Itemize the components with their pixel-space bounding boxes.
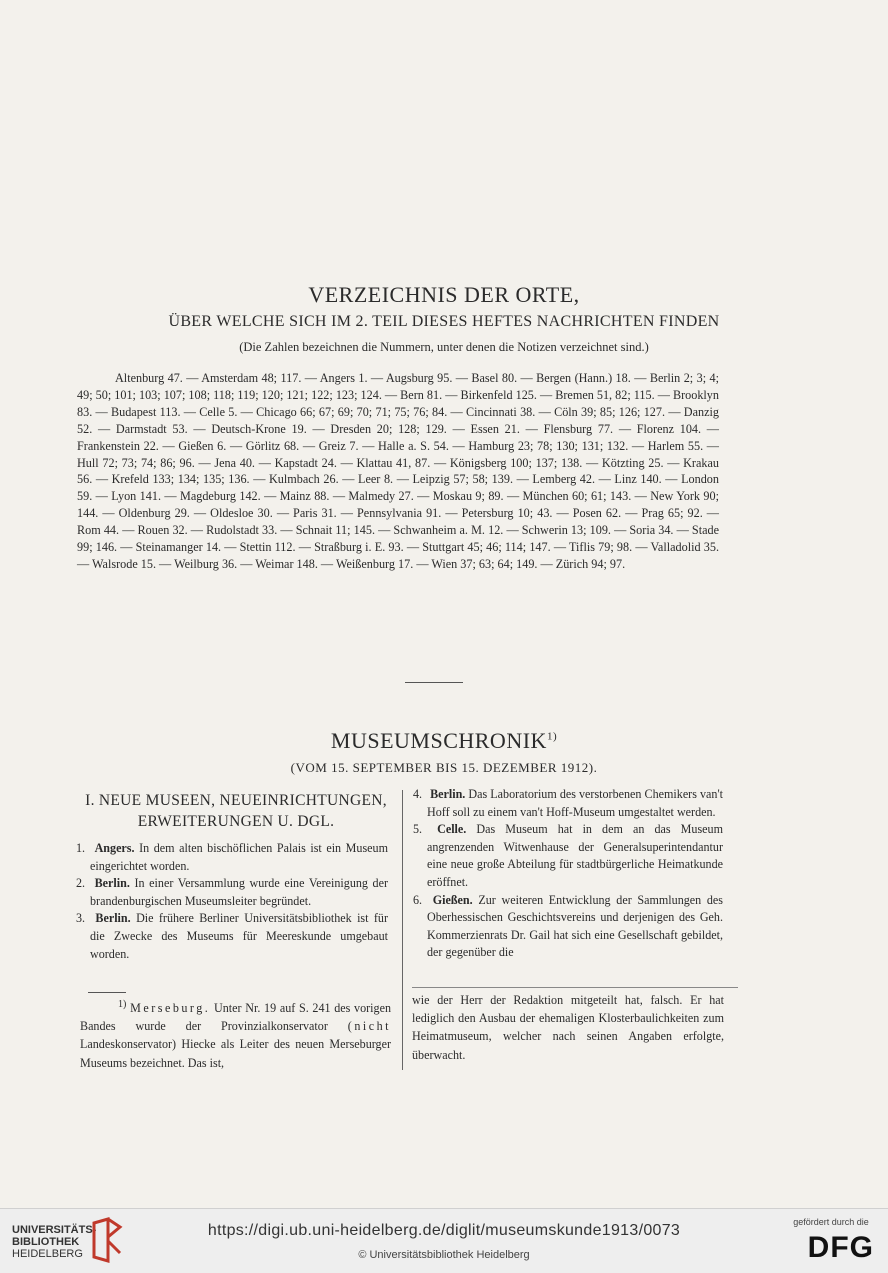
entry-place: Angers. xyxy=(94,841,135,855)
column-divider xyxy=(402,790,403,1070)
footnote-text: Unter Nr. 19 auf S. 241 des vorigen Bandes wurde der Provinzialkonservator xyxy=(80,1001,392,1034)
permalink-url[interactable]: https://digi.ub.uni-heidelberg.de/diglit/museumskunde1913/0073 xyxy=(207,1222,681,1239)
entry-number: 3. xyxy=(76,911,86,926)
entry-2 xyxy=(76,875,388,910)
footnote-marker: 1) xyxy=(118,999,127,1010)
entry-place: Gießen. xyxy=(432,892,473,907)
entry-1 xyxy=(76,840,388,875)
entry-place: Berlin. xyxy=(95,911,131,926)
entry-3 xyxy=(76,910,388,963)
entry-text: In dem alten bischöflichen Palais ist ein Museum eingerichtet worden. xyxy=(90,841,388,873)
section-divider xyxy=(405,682,463,683)
entry-text: Das Laboratorium des verstorbenen Chemikers van't Hoff soll zu einem van't Hoff-Museum umgestaltet werden. xyxy=(427,787,723,819)
entry-place: Berlin. xyxy=(430,787,466,801)
continuation-rule xyxy=(412,987,738,988)
footnote xyxy=(80,996,391,1072)
chronicle-title-text: MUSEUMSCHRONIK xyxy=(330,728,547,753)
footnote-reference: 1) xyxy=(546,730,558,743)
chronicle-date-range: (VOM 15. SEPTEMBER BIS 15. DEZEMBER 1912). xyxy=(290,760,598,775)
entry-6 xyxy=(413,892,724,962)
library-name-line1: UNIVERSITÄTS- xyxy=(12,1224,97,1236)
library-name-line3: HEIDELBERG xyxy=(12,1248,83,1260)
index-text: Altenburg 47. — Amsterdam 48; 117. — Angers 1. — Augsburg 95. — Basel 80. — Bergen (Hann.) 18. — Berlin 2; 3; 4; 49; 50; 101; 103; 107; 108; 118; 119; 120; 121; 122; 123; 124. — Bern 81. — Birkenfeld 125. — Bremen 51, 82; 115. — Brooklyn 83. — Budapest 113. — Celle 5. — Chicago 66; 67; 69; 70; 71; 75; 76; 84. — Cincinnati 38. — Cöln 39; 85; 126; 127. — Danzig 52. — Darmstadt 53. — Deutsch-Krone 19. — Dresden 20; 128; 129. — Essen 21. — Flensburg 77. — Florenz 104. — Frankenstein 22. — Gießen 6. — Görlitz 68. — Greiz 7. — Halle a. S. 54. — Hamburg 23; 78; 130; 131; 132. — Harlem 55. — Hull 72; 73; 74; 86; 96. — Jena 40. — Kapstadt 24. — Klattau 41, 87. — Königsberg 100; 137; 138. — Kötzting 25. — Krakau 56. — Krefeld 133; 134; 135; 136. — Kulmbach 26. — Leer 8. — Leipzig 57; 58; 139. — Lemberg 42. — Linz 140. — London 59. — Lyon 141. — Magdeburg 142. — Mainz 88. — Malmedy 27. — Moskau 9; 89. — München 60; 61; 143. — New York 90; 144. — Oldenburg 29. — Oldesloe 30. — Paris 31. — Pennsylvania 91. — Petersburg 10; 43. — Posen 62. — Prag 65; 92. — Rom 44. — Rouen 32. — Rudolstadt 33. — Schnait 11; 145. — Schwanheim a. M. 12. — Schwerin 13; 109. — Soria 34. — Stade 99; 146. — Steinamanger 14. — Stettin 112. — Straßburg i. E. 93. — Stuttgart 45; 46; 114; 147. — Tiflis 79; 98. — Valladolid 35. — Walsrode 15. — Weilburg 36. — Weimar 148. — Weißenburg 17. — Wien 37; 63; 64; 149. — Zürich 94; 97. xyxy=(77,371,719,571)
entry-number: 1. xyxy=(76,841,86,855)
copyright-notice: © Universitätsbibliothek Heidelberg xyxy=(358,1249,530,1261)
entry-text: Zur weiteren Entwicklung der Sammlungen des Oberhessischen Geschichtsvereins und derjenigen des Geh. Kommerzienrats Dr. Gail hat sich eine Gesellschaft gebildet, der gegenüber die xyxy=(427,892,724,960)
entry-number: 5. xyxy=(413,822,423,837)
entry-number: 2. xyxy=(76,876,86,891)
entry-text: Das Museum hat in dem an das Museum angrenzenden Witwenhause der Generalsuperintendantur eine neue große Abteilung für stadtbürgerliche Heimatkunde eröffnet. xyxy=(427,822,723,889)
section-heading: I. NEUE MUSEEN, NEUEINRICHTUNGEN, ERWEITERUNGEN U. DGL. xyxy=(85,792,387,830)
left-column xyxy=(76,840,388,963)
chronicle-title xyxy=(0,728,888,754)
entry-text: Die frühere Berliner Universitätsbibliothek ist für die Zwecke des Museums für Meereskunde umgebaut worden. xyxy=(90,911,388,961)
footnote-rule xyxy=(88,992,126,993)
footnote-place: Merseburg. xyxy=(130,1001,211,1016)
entry-5 xyxy=(413,821,723,891)
funded-by-label: gefördert durch die xyxy=(793,1217,869,1227)
entry-4 xyxy=(413,786,723,821)
footnote-continuation: wie der Herr der Redaktion mitgeteilt hat, falsch. Er hat lediglich den Ausbau der ehemaligen Klosterbaulichkeiten zum Heimatmuseum, welcher nach seinen Angaben erfolgte, überwacht. xyxy=(412,993,724,1062)
entry-number: 6. xyxy=(413,892,423,907)
index-subtitle: ÜBER WELCHE SICH IM 2. TEIL DIESES HEFTES NACHRICHTEN FINDEN xyxy=(168,313,720,330)
footnote-text-2: Landeskonservator) Hiecke als Leiter des neuen Merseburger Museums bezeichnet. Das ist, xyxy=(80,1037,391,1070)
index-title: VERZEICHNIS DER ORTE, xyxy=(308,282,580,307)
right-column xyxy=(413,786,724,962)
dfg-logo[interactable]: DFG xyxy=(807,1231,874,1264)
viewer-footer xyxy=(0,1208,888,1273)
index-note: (Die Zahlen bezeichnen die Nummern, unter denen die Notizen verzeichnet sind.) xyxy=(239,340,649,354)
entry-place: Berlin. xyxy=(94,876,130,891)
library-name-line2: BIBLIOTHEK xyxy=(12,1236,80,1248)
entry-text: In einer Versammlung wurde eine Vereinigung der brandenburgischen Museumsleiter begründet. xyxy=(90,876,388,908)
footnote-emphasis: (nicht xyxy=(347,1019,392,1034)
entry-number: 4. xyxy=(413,787,423,801)
entry-place: Celle. xyxy=(437,822,467,837)
